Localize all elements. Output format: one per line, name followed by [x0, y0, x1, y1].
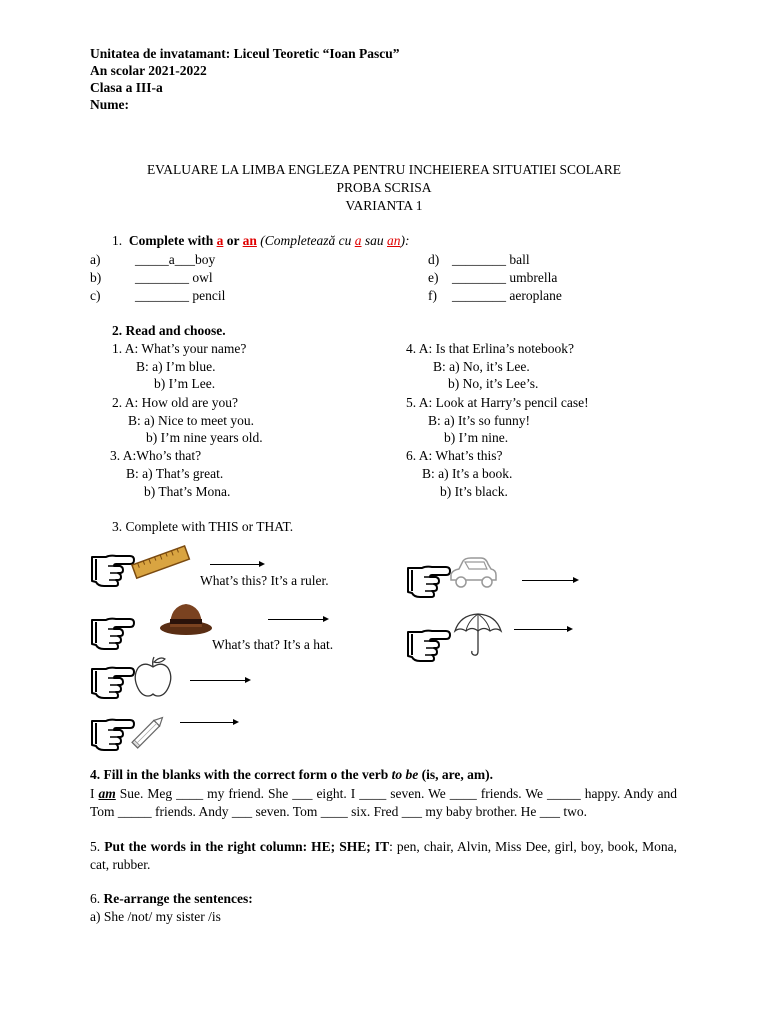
header-year: An scolar 2021-2022 — [90, 63, 207, 78]
ex1-heading: 1. Complete with a or an (Completează cu a sau an): — [112, 233, 410, 248]
ex1-item-d: ________ ball — [452, 252, 530, 267]
ex5-paragraph: 5. Put the words in the right column: HE; SHE; IT: pen, chair, Alvin, Miss Dee, girl, boy, book, Mona, cat, rubber. — [90, 839, 677, 872]
ex2-q2: 2. A: How old are you? — [112, 395, 238, 410]
ex1-label-d: d) — [428, 252, 440, 267]
ex1-label-b: b) — [90, 270, 102, 285]
ex1-item-c: ________ pencil — [135, 288, 226, 303]
ex2-q6-a: B: a) It’s a book. — [422, 466, 513, 481]
ex2-heading: 2. Read and choose. — [112, 323, 226, 338]
ex2-q6-b: b) It’s black. — [440, 484, 508, 499]
pointing-hand-icon — [90, 614, 138, 652]
ex2-q4-a: B: a) No, it’s Lee. — [433, 359, 530, 374]
apple-icon — [130, 654, 176, 700]
ex1-label-a: a) — [90, 252, 101, 267]
ex6-heading: 6. Re-arrange the sentences: — [90, 891, 253, 906]
ex1-item-e: ________ umbrella — [452, 270, 558, 285]
ex2-q4: 4. A: Is that Erlina’s notebook? — [406, 341, 574, 356]
ex1-item-a: _____a___boy — [135, 252, 216, 267]
ex2-q2-a: B: a) Nice to meet you. — [128, 413, 254, 428]
ex2-q3: 3. A:Who’s that? — [110, 448, 202, 463]
arrow-icon — [210, 564, 260, 565]
ex2-q3-a: B: a) That’s great. — [126, 466, 224, 481]
title-line1: EVALUARE LA LIMBA ENGLEZA PENTRU INCHEIEREA SITUATIEI SCOLARE — [146, 162, 622, 177]
ex2-q3-b: b) That’s Mona. — [144, 484, 231, 499]
ex2-q1: 1. A: What’s your name? — [112, 341, 247, 356]
title-line2: PROBA SCRISA — [336, 180, 432, 195]
ex2-q5-a: B: a) It’s so funny! — [428, 413, 530, 428]
ex4-heading: 4. Fill in the blanks with the correct form o the verb to be (is, are, am). — [90, 767, 493, 782]
ex2-q2-b: b) I’m nine years old. — [146, 430, 263, 445]
ex1-label-c: c) — [90, 288, 101, 303]
ex2-q6: 6. A: What’s this? — [406, 448, 503, 463]
title-line3: VARIANTA 1 — [345, 198, 423, 213]
ex2-q5-b: b) I’m nine. — [444, 430, 509, 445]
ex2-q1-b: b) I’m Lee. — [154, 376, 216, 391]
header-class: Clasa a III-a — [90, 80, 163, 95]
ruler-icon — [130, 543, 192, 583]
ex2-q1-a: B: a) I’m blue. — [136, 359, 216, 374]
arrow-icon — [180, 722, 234, 723]
arrow-icon — [514, 629, 568, 630]
ex3-heading: 3. Complete with THIS or THAT. — [112, 519, 294, 534]
hat-sentence: What’s that? It’s a hat. — [212, 637, 334, 652]
arrow-icon — [522, 580, 574, 581]
ex1-item-f: ________ aeroplane — [452, 288, 562, 303]
ex1-label-e: e) — [428, 270, 439, 285]
car-icon — [447, 552, 499, 594]
header-school: Unitatea de invatamant: Liceul Teoretic “Ioan Pascu” — [90, 46, 400, 61]
ex4-paragraph: I am Sue. Meg ____ my friend. She ___ eight. I ____ seven. We ____ friends. We _____ happy. Andy and Tom _____ friends. Andy ___ seven. Tom ____ six. Fred ___ my baby brother. He ___ two. — [90, 786, 678, 819]
ex2-q4-b: b) No, it’s Lee’s. — [448, 376, 539, 391]
header-name: Nume: — [90, 97, 129, 112]
pointing-hand-icon — [406, 626, 454, 664]
ex1-label-f: f) — [428, 288, 437, 303]
ex1-item-b: ________ owl — [135, 270, 213, 285]
ruler-sentence: What’s this? It’s a ruler. — [200, 573, 329, 588]
arrow-icon — [268, 619, 324, 620]
hat-icon — [158, 600, 214, 638]
arrow-icon — [190, 680, 246, 681]
ex2-q5: 5. A: Look at Harry’s pencil case! — [406, 395, 589, 410]
pencil-icon — [128, 710, 170, 752]
ex6-item-a: a) She /not/ my sister /is — [90, 909, 221, 924]
umbrella-icon — [452, 611, 504, 659]
